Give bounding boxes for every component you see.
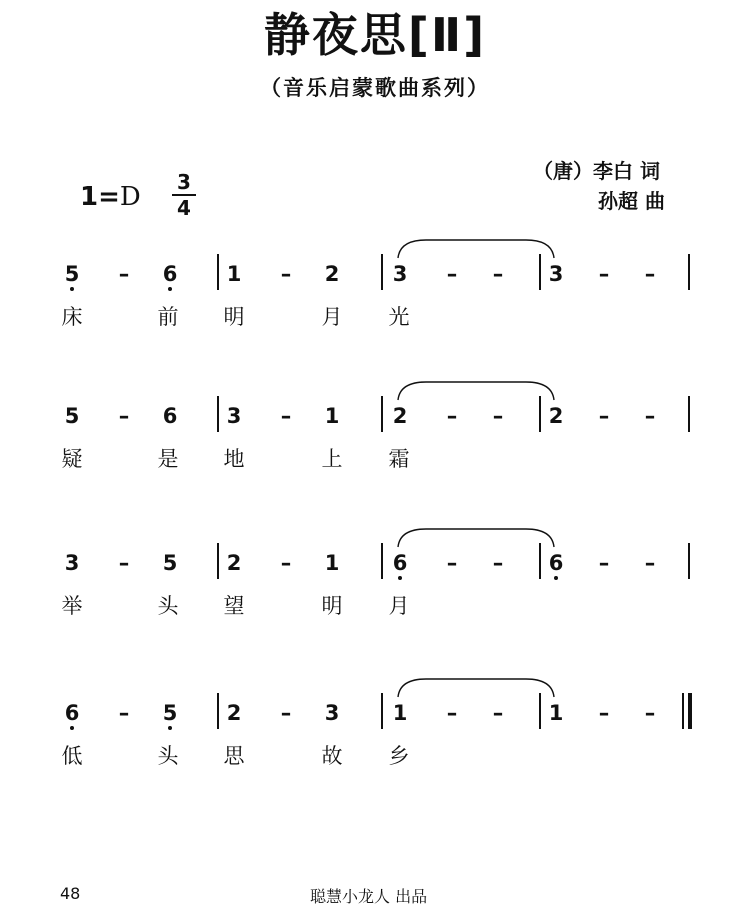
note-text: –: [492, 262, 504, 286]
note-text: –: [644, 404, 656, 428]
note-text: 5: [64, 262, 80, 286]
final-barline: [688, 693, 692, 729]
note-text: –: [492, 551, 504, 575]
note-text: 1: [226, 262, 242, 286]
note-text: –: [598, 701, 610, 725]
note: [58, 551, 86, 575]
song-subtitle: （音乐启蒙歌曲系列）: [260, 76, 490, 100]
lyric-char: 月: [388, 594, 410, 618]
note-text: –: [446, 551, 458, 575]
note-text: 2: [324, 262, 340, 286]
tie-arc: [396, 236, 566, 276]
lower-octave-dot: [70, 287, 74, 291]
barline: [688, 396, 690, 432]
note-text: 1: [392, 701, 408, 725]
note: [58, 404, 86, 428]
note-text: –: [118, 701, 130, 725]
note-text: –: [118, 404, 130, 428]
dash-mark: [590, 701, 618, 725]
time-signature-unit: 4: [177, 196, 191, 220]
dash-mark: [110, 551, 138, 575]
note-text: –: [446, 701, 458, 725]
lyric-char: 光: [388, 305, 410, 329]
note: [318, 262, 346, 286]
lyric-char: 是: [157, 447, 179, 471]
lyric-char: 前: [157, 305, 179, 329]
dash-mark: [636, 262, 664, 286]
note: [156, 262, 184, 286]
lower-octave-dot: [168, 726, 172, 730]
barline: [688, 254, 690, 290]
note-text: 5: [64, 404, 80, 428]
note: [318, 551, 346, 575]
note-text: –: [118, 262, 130, 286]
lyric-char: 疑: [61, 447, 83, 471]
note: [156, 404, 184, 428]
note-text: 6: [162, 404, 178, 428]
note: [156, 701, 184, 725]
lyric-char: 乡: [388, 744, 410, 768]
note-text: –: [280, 404, 292, 428]
tie-arc: [396, 675, 566, 715]
tie-arc: [396, 378, 566, 418]
lyric-char: 举: [61, 594, 83, 618]
barline: [381, 693, 383, 729]
composer-credit: 孙超 曲: [598, 189, 665, 213]
note: [220, 262, 248, 286]
key-signature: [80, 182, 141, 212]
lyric-char: 地: [223, 447, 245, 471]
barline: [381, 543, 383, 579]
lyric-char: 明: [223, 305, 245, 329]
dash-mark: [636, 551, 664, 575]
note-text: 3: [392, 262, 408, 286]
note-text: 6: [548, 551, 564, 575]
dash-mark: [590, 551, 618, 575]
lyric-char: 月: [321, 305, 343, 329]
note-text: 1: [324, 551, 340, 575]
note-text: 5: [162, 701, 178, 725]
note: [220, 701, 248, 725]
lower-octave-dot: [398, 576, 402, 580]
lyric-char: 望: [223, 594, 245, 618]
note: [58, 701, 86, 725]
dash-mark: [636, 404, 664, 428]
lyric-char: 头: [157, 744, 179, 768]
note: [318, 404, 346, 428]
barline: [217, 543, 219, 579]
note-text: 6: [64, 701, 80, 725]
lyricist-credit: （唐）李白 词: [533, 159, 660, 183]
score-line-1: [0, 262, 750, 362]
key-equals: =: [98, 182, 120, 212]
tie-arc: [396, 525, 566, 565]
note-text: –: [280, 262, 292, 286]
score-line-2: [0, 404, 750, 504]
key-note: D: [119, 182, 141, 212]
final-barline-thin: [682, 693, 684, 729]
score-line-4: [0, 701, 750, 801]
dash-mark: [272, 701, 300, 725]
dash-mark: [636, 701, 664, 725]
lyric-char: 霜: [388, 447, 410, 471]
song-title: 静夜思[Ⅱ]: [263, 8, 487, 62]
barline: [217, 693, 219, 729]
note-text: 2: [226, 701, 242, 725]
score-line-3: [0, 551, 750, 651]
lyric-char: 床: [61, 305, 83, 329]
note-text: –: [280, 551, 292, 575]
note-text: –: [644, 701, 656, 725]
dash-mark: [590, 404, 618, 428]
lower-octave-dot: [70, 726, 74, 730]
lower-octave-dot: [554, 576, 558, 580]
page-number: 48: [60, 884, 81, 903]
note-text: 5: [162, 551, 178, 575]
note-text: –: [492, 404, 504, 428]
dash-mark: [110, 262, 138, 286]
note-text: 6: [162, 262, 178, 286]
note-text: –: [644, 262, 656, 286]
note-text: –: [598, 404, 610, 428]
barline: [217, 396, 219, 432]
time-signature-beats: 3: [177, 170, 191, 194]
note-text: –: [492, 701, 504, 725]
note: [156, 551, 184, 575]
dash-mark: [272, 404, 300, 428]
note-text: –: [446, 262, 458, 286]
note-text: 2: [226, 551, 242, 575]
dash-mark: [272, 551, 300, 575]
note-text: –: [644, 551, 656, 575]
note: [220, 551, 248, 575]
dash-mark: [272, 262, 300, 286]
note: [318, 701, 346, 725]
note-text: 3: [226, 404, 242, 428]
note: [220, 404, 248, 428]
note-text: –: [280, 701, 292, 725]
note-text: 1: [548, 701, 564, 725]
barline: [217, 254, 219, 290]
barline: [688, 543, 690, 579]
key-tonic: 1: [80, 182, 99, 212]
note-text: 2: [548, 404, 564, 428]
note-text: 6: [392, 551, 408, 575]
publisher-credit: 聪慧小龙人 出品: [310, 887, 428, 906]
note-text: 3: [548, 262, 564, 286]
note-text: –: [598, 551, 610, 575]
lyric-char: 低: [61, 744, 83, 768]
note-text: –: [118, 551, 130, 575]
note-text: 1: [324, 404, 340, 428]
note-text: –: [598, 262, 610, 286]
note-text: 3: [324, 701, 340, 725]
time-signature: [172, 171, 196, 219]
note-text: 2: [392, 404, 408, 428]
lyric-char: 上: [321, 447, 343, 471]
dash-mark: [590, 262, 618, 286]
barline: [381, 396, 383, 432]
dash-mark: [110, 701, 138, 725]
barline: [381, 254, 383, 290]
dash-mark: [110, 404, 138, 428]
note-text: 3: [64, 551, 80, 575]
lower-octave-dot: [168, 287, 172, 291]
lyric-char: 头: [157, 594, 179, 618]
note-text: –: [446, 404, 458, 428]
lyric-char: 思: [223, 744, 245, 768]
lyric-char: 故: [321, 744, 343, 768]
note: [58, 262, 86, 286]
lyric-char: 明: [321, 594, 343, 618]
